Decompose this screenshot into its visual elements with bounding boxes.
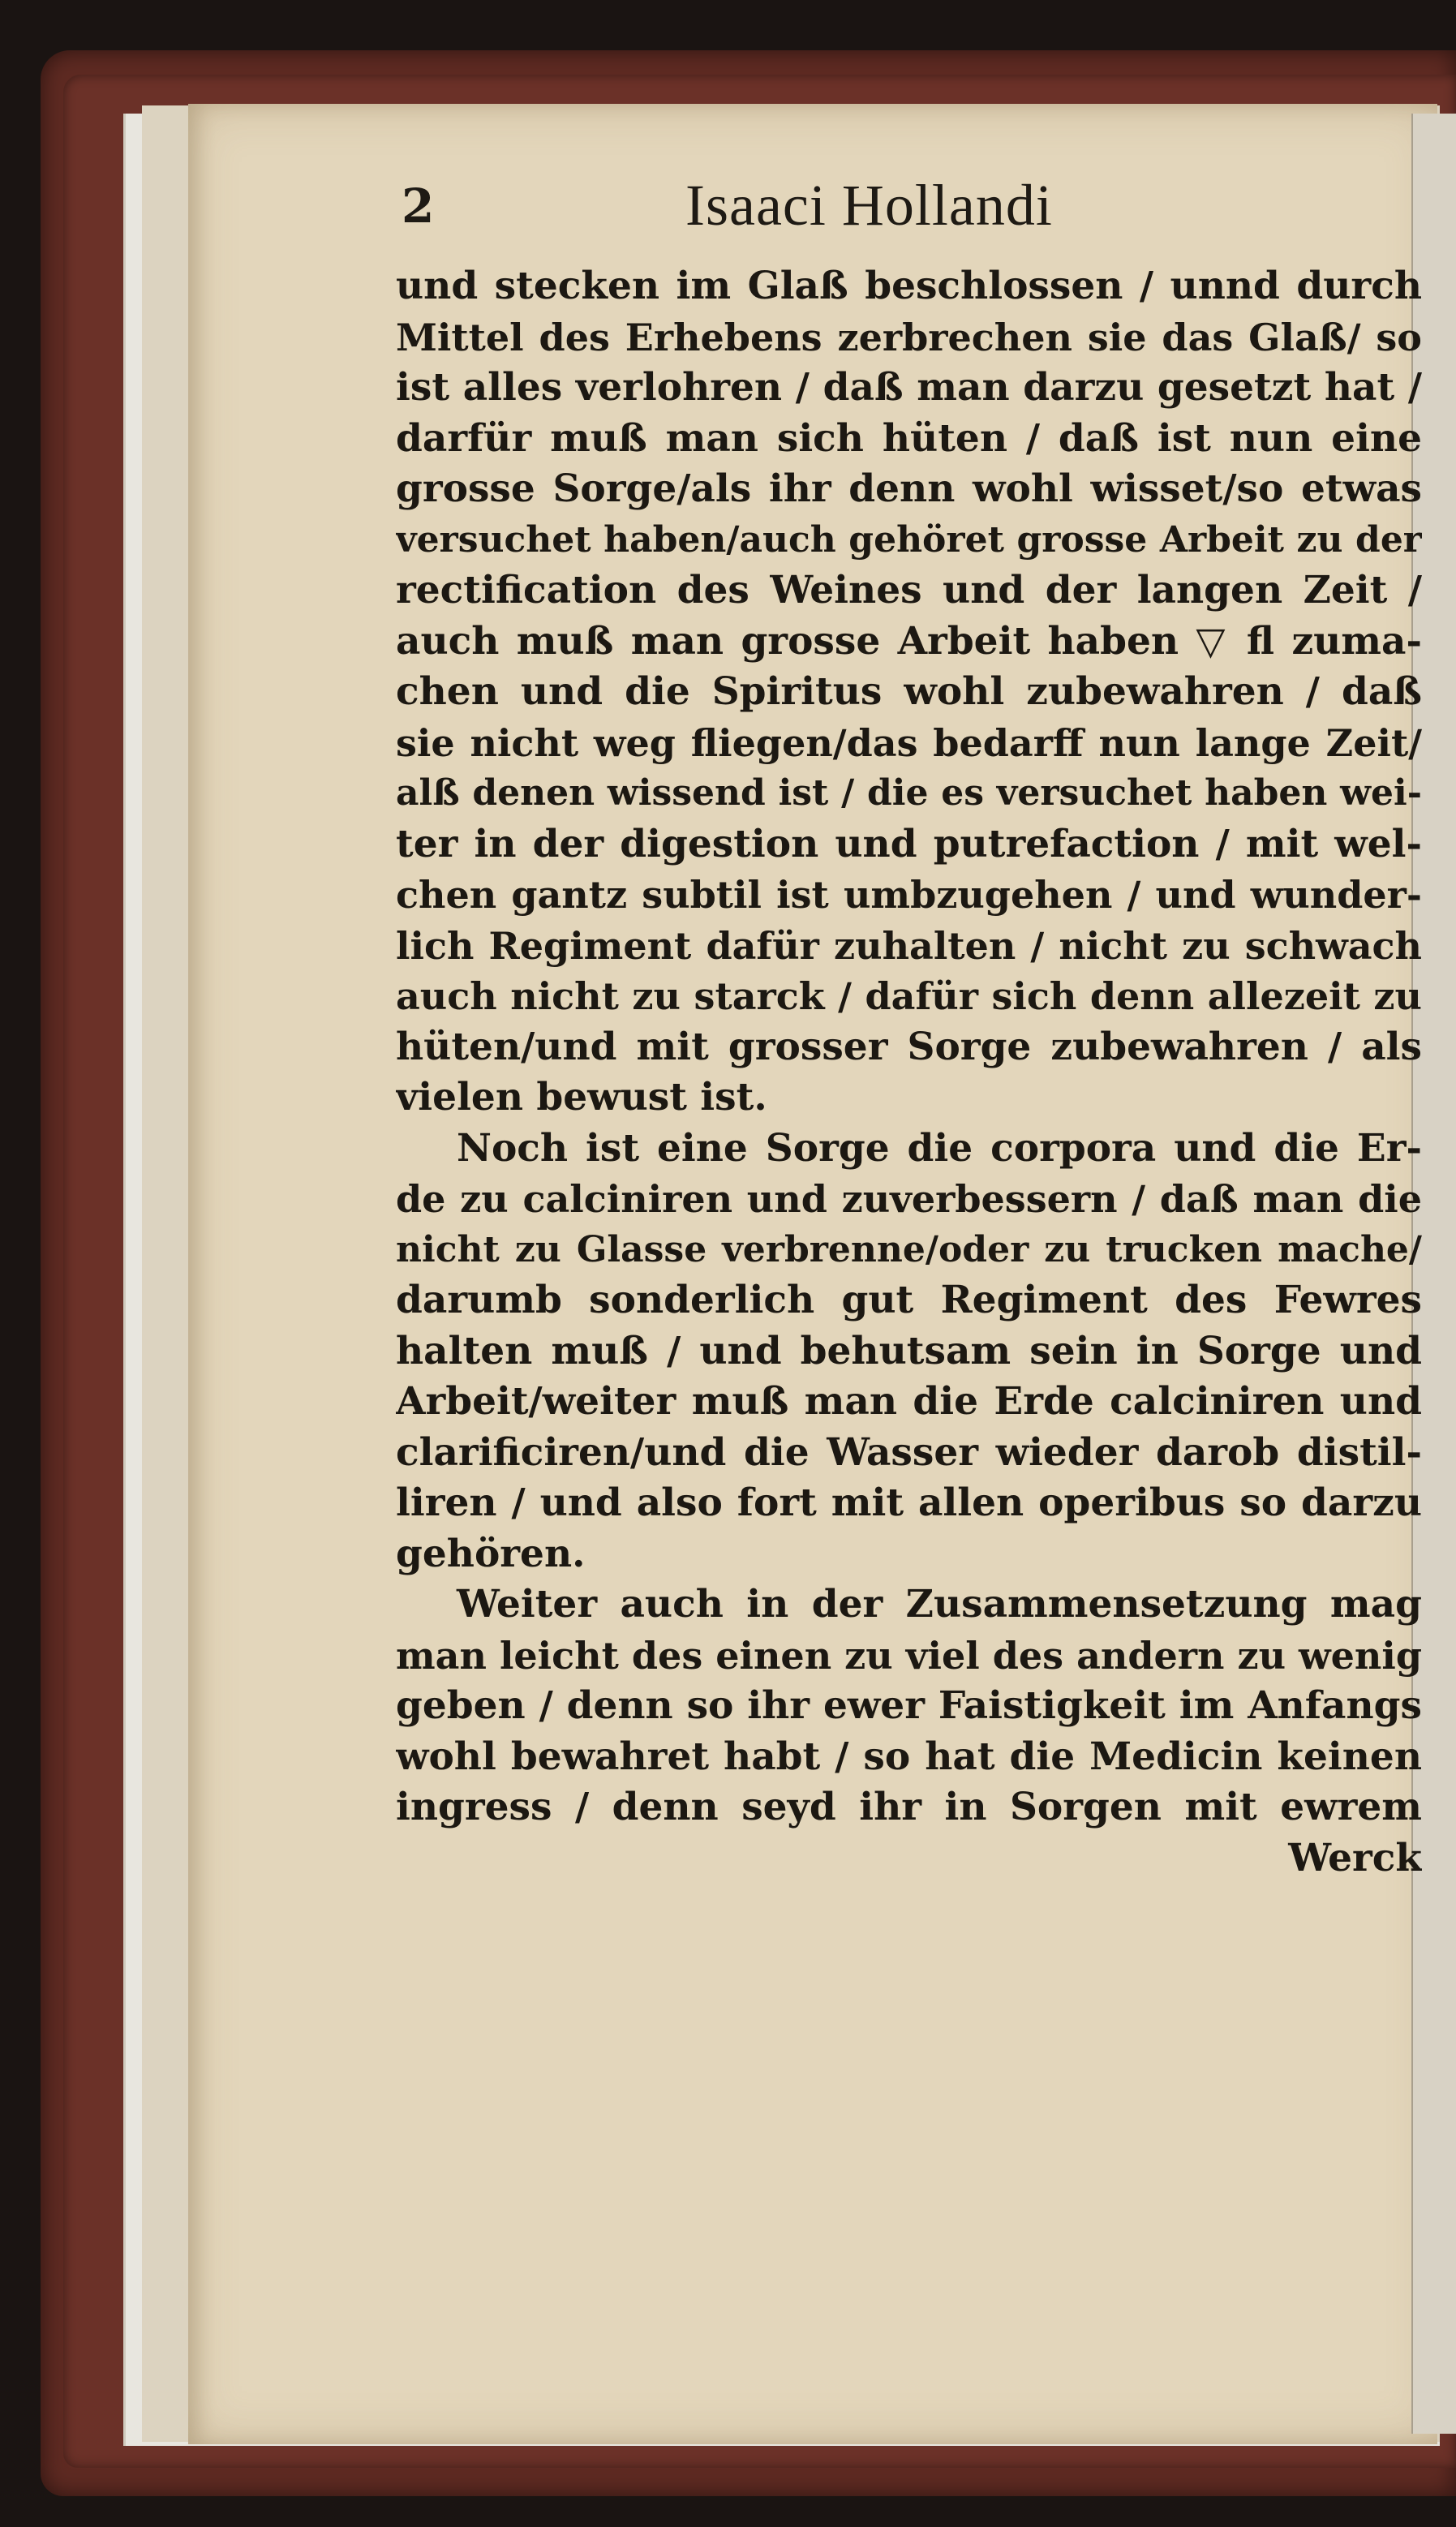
text-line: liren / und also fort mit allen operibus so darzu [396,1481,1422,1525]
text-line: halten muß / und behutsam sein in Sorge und [396,1328,1422,1373]
text-line: sie nicht weg fliegen/das bedarff nun lange Zeit/ [396,720,1422,765]
text-line: und stecken im Glaß beschlossen / unnd durch [396,264,1422,308]
text-line: wohl bewahret habt / so hat die Medicin keinen [396,1734,1422,1779]
text-line: darumb sonderlich gut Regiment des Fewres [396,1278,1422,1322]
text-line: vielen bewust ist. [396,1075,767,1120]
text-line: ingress / denn seyd ihr in Sorgen mit ewrem [396,1785,1422,1829]
body-text [396,261,1422,1884]
running-title: Isaaci Hollandi [685,173,1053,238]
text-line: chen und die Spiritus wohl zubewahren / daß [396,669,1422,714]
paragraph-2 [396,1124,1422,1580]
text-line: hüten/und mit grosser Sorge zubewahren / als [396,1024,1422,1069]
text-line: ter in der digestion und putrefaction / mit wel- [396,821,1422,866]
text-line: darfür muß man sich hüten / daß ist nun eine [396,415,1422,461]
text-line: alß denen wissend ist / die es versuchet haben wei- [396,772,1422,814]
text-line: lich Regiment dafür zuhalten / nicht zu schwach [396,923,1422,968]
text-line: man leicht des einen zu viel des andern zu wenig [396,1633,1422,1678]
text-line: Weiter auch in der Zusammensetzung mag [457,1582,1422,1627]
text-line: Noch ist eine Sorge die corpora und die Er- [457,1125,1422,1171]
text-line: grosse Sorge/als ihr denn wohl wisset/so etwas [396,466,1422,511]
paragraph-3 [396,1579,1422,1833]
text-line: Mittel des Erhebens zerbrechen sie das Glaß/ so [396,315,1422,359]
text-line: clarificiren/und die Wasser wieder darob distil- [396,1429,1422,1475]
page-number: 2 [402,178,435,234]
catchword: Werck [1288,1835,1422,1880]
text-line: gehören. [396,1531,586,1576]
paragraph-1 [396,261,1422,1124]
text-line: rectification des Weines und der langen Zeit / [396,568,1422,612]
page-header [402,173,1415,251]
text-line: geben / denn so ihr ewer Faistigkeit im Anfangs [396,1683,1422,1728]
text-line: auch muß man grosse Arbeit haben ▽ fl zuma- [396,618,1422,664]
text-line: chen gantz subtil ist umbzugehen / und wunder- [396,873,1422,917]
text-line: nicht zu Glasse verbrenne/oder zu trucken mache/ [396,1228,1422,1270]
text-line: Arbeit/weiter muß man die Erde calciniren und [396,1379,1422,1424]
text-line: de zu calciniren und zuverbessern / daß man die [396,1177,1422,1221]
text-line: versuchet haben/auch gehöret grosse Arbeit zu der [396,518,1422,561]
text-line: auch nicht zu starck / dafür sich denn allezeit zu [396,974,1422,1018]
text-line: ist alles verlohren / daß man darzu gesetzt hat / [396,365,1422,410]
